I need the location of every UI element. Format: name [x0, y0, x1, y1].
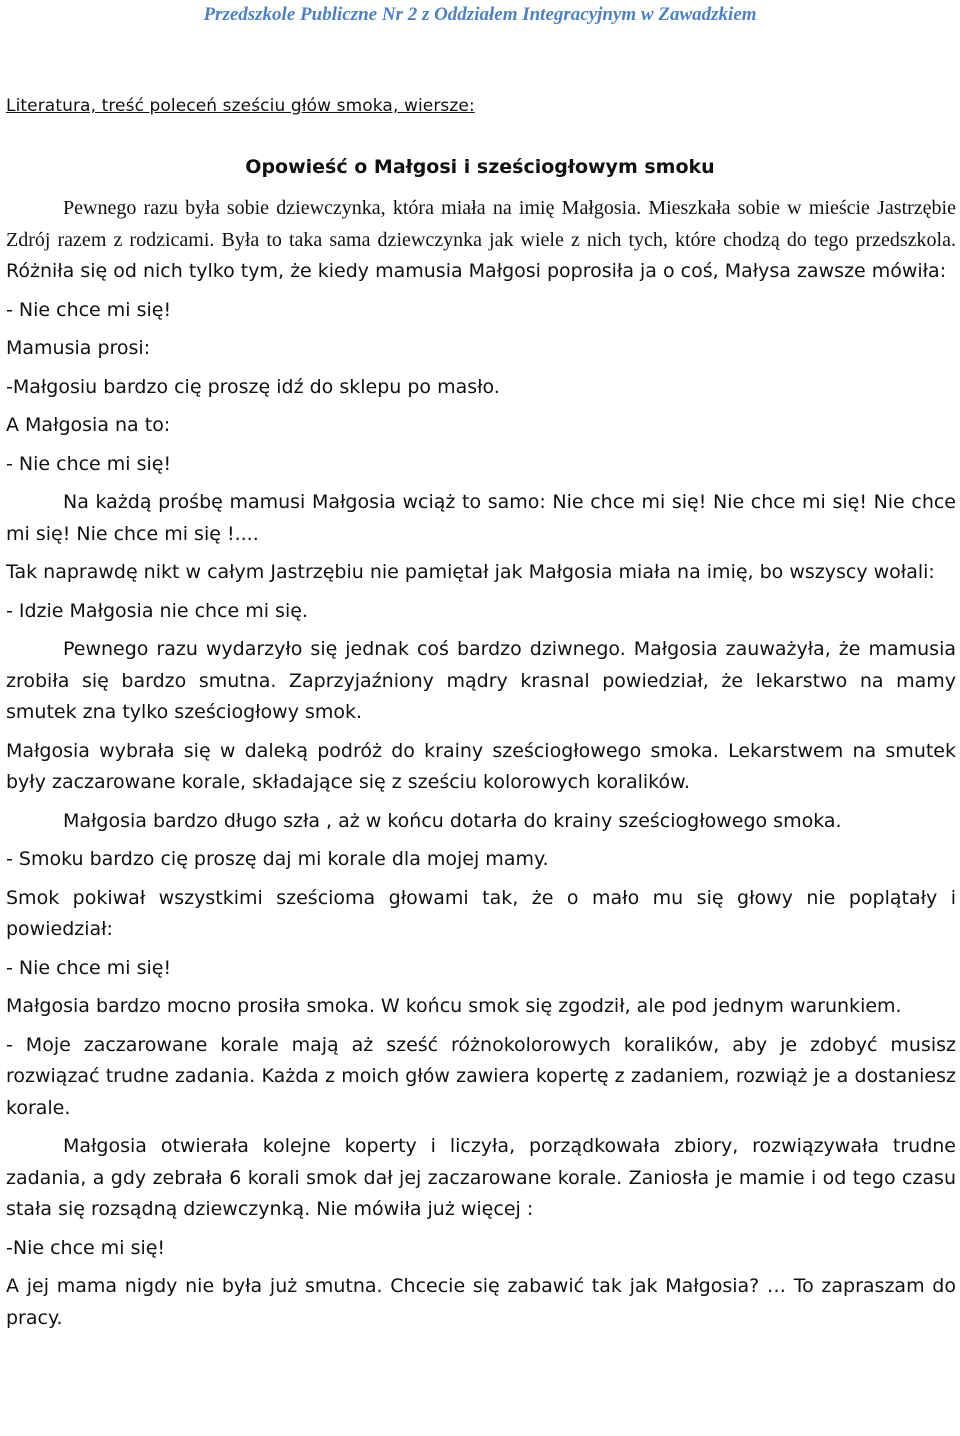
story-paragraph: Małgosia wybrała się w daleką podróż do krainy sześciogłowego smoka. Lekarstwem na smutek były zaczarowane korale, składające się z sześciu kolorowych koralików.: [6, 739, 956, 793]
story-paragraph: Mamusia prosi:: [6, 337, 151, 359]
story-paragraph: -Małgosiu bardzo cię proszę idź do sklepu po masło.: [6, 375, 500, 398]
story-paragraph: - Moje zaczarowane korale mają aż sześć różnokolorowych koralików, aby je zdobyć musisz rozwiązać trudne zadania. Każda z moich głów zawiera kopertę z zadaniem, rozwiąż je a dostaniesz korale.: [6, 1033, 956, 1119]
story-paragraph: Smok pokiwał wszystkimi sześcioma głowami tak, że o mało mu się głowy nie poplątały i powiedział:: [6, 886, 956, 940]
school-header: Przedszkole Publiczne Nr 2 z Oddziałem Integracyjnym w Zawadzkiem: [203, 4, 757, 25]
story-text-serif: Pewnego razu była sobie dziewczynka, która miała na imię Małgosia. Mieszkała sobie w mieście Jastrzębie Zdrój razem z rodzicami. Była to taka sama dziewczynka jak wiele z nich tych, które chodzą do tego przedszkola.: [6, 197, 956, 251]
story-title: Opowieść o Małgosi i sześciogłowym smoku: [245, 156, 715, 178]
story-paragraph: - Smoku bardzo cię proszę daj mi korale dla mojej mamy.: [6, 848, 549, 870]
story-paragraph: -Nie chce mi się!: [6, 1236, 166, 1259]
story-paragraph: - Nie chce mi się!: [6, 956, 172, 979]
story-paragraph: A Małgosia na to:: [6, 414, 171, 436]
story-paragraph: Pewnego razu wydarzyło się jednak coś bardzo dziwnego. Małgosia zauważyła, że mamusia zrobiła się bardzo smutna. Zaprzyjaźniony mądry krasnal powiedział, że lekarstwo na mamy smutek zna tylko sześciogłowy smok.: [6, 638, 956, 723]
story-paragraph: Tak naprawdę nikt w całym Jastrzębiu nie pamiętał jak Małgosia miała na imię, bo wszyscy wołali:: [6, 561, 935, 583]
story-paragraph: Małgosia bardzo długo szła , aż w końcu dotarła do krainy sześciogłowego smoka.: [63, 809, 842, 832]
story-paragraph: - Idzie Małgosia nie chce mi się.: [6, 599, 308, 622]
story-paragraph: A jej mama nigdy nie była już smutna. Chcecie się zabawić tak jak Małgosia? … To zapraszam do pracy.: [6, 1275, 956, 1329]
story-paragraph: Na każdą prośbę mamusi Małgosia wciąż to samo: Nie chce mi się! Nie chce mi się! Nie chce mi się! Nie chce mi się !....: [6, 491, 956, 545]
section-label: Literatura, treść poleceń sześciu głów smoka, wiersze:: [6, 96, 475, 116]
story-body: [6, 193, 956, 1341]
story-paragraph: - Nie chce mi się!: [6, 298, 172, 321]
story-paragraph: [6, 193, 956, 288]
story-paragraph: Małgosia otwierała kolejne koperty i liczyła, porządkowała zbiory, rozwiązywała trudne zadania, a gdy zebrała 6 korali smok dał jej zaczarowane korale. Zaniosła je mamie i od tego czasu stała się rozsądną dziewczynką. Nie mówiła już więcej :: [6, 1135, 956, 1220]
story-paragraph: Małgosia bardzo mocno prosiła smoka. W końcu smok się zgodził, ale pod jednym warunkiem.: [6, 995, 902, 1017]
story-text: Różniła się od nich tylko tym, że kiedy mamusia Małgosi poprosiła ja o coś, Małysa zawsze mówiła:: [6, 260, 947, 282]
story-paragraph: - Nie chce mi się!: [6, 452, 172, 475]
